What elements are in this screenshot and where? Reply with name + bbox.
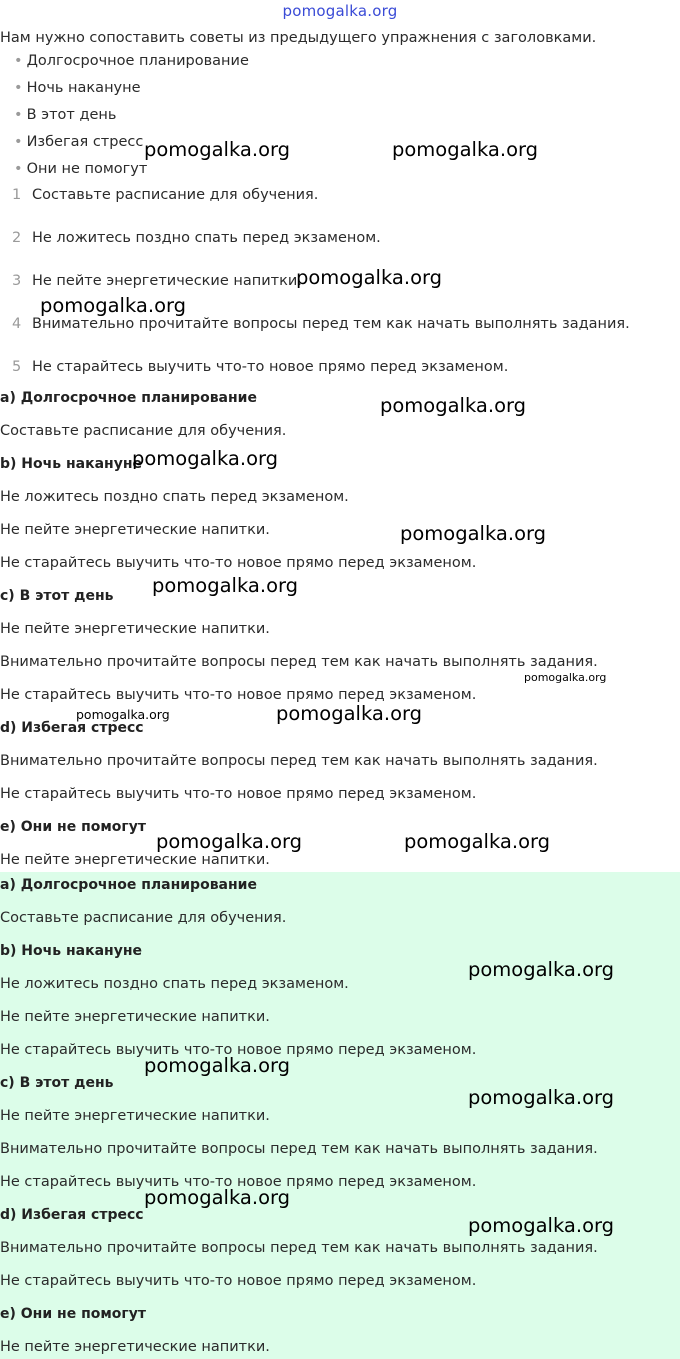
bullet-label: Долгосрочное планирование <box>26 53 249 69</box>
answer-heading-d: d) Избегая стресс <box>0 720 144 736</box>
answer-line: Не старайтесь выучить что-то новое прямо перед экзаменом. <box>0 555 477 571</box>
watermark: pomogalka.org <box>144 1054 291 1077</box>
bullet-dot-icon: • <box>14 80 23 96</box>
watermark: pomogalka.org <box>276 702 423 725</box>
watermark: pomogalka.org <box>144 1186 291 1209</box>
answer-line: Не пейте энергетические напитки. <box>0 621 270 637</box>
heading-bullet <box>14 107 116 123</box>
bullet-label: Избегая стресс <box>26 134 144 150</box>
answer-line: Не пейте энергетические напитки. <box>0 1009 270 1025</box>
tip-item <box>12 359 508 375</box>
watermark: pomogalka.org <box>132 447 279 470</box>
answer-heading-b: b) Ночь накануне <box>0 456 143 472</box>
tip-number: 2 <box>12 230 22 246</box>
tip-text: Составьте расписание для обучения. <box>32 187 319 203</box>
watermark: pomogalka.org <box>468 958 615 981</box>
answer-line: Составьте расписание для обучения. <box>0 423 287 439</box>
answer-line: Не ложитесь поздно спать перед экзаменом. <box>0 489 349 505</box>
answer-line: Не пейте энергетические напитки. <box>0 522 270 538</box>
answer-line: Составьте расписание для обучения. <box>0 910 287 926</box>
watermark: pomogalka.org <box>156 830 303 853</box>
watermark: pomogalka.org <box>404 830 551 853</box>
answer-line: Не ложитесь поздно спать перед экзаменом. <box>0 976 349 992</box>
answer-heading-b: b) Ночь накануне <box>0 943 143 959</box>
tip-number: 3 <box>12 273 22 289</box>
answer-line: Не пейте энергетические напитки. <box>0 852 270 868</box>
bullet-dot-icon: • <box>14 53 23 69</box>
bullet-dot-icon: • <box>14 134 23 150</box>
answer-line: Внимательно прочитайте вопросы перед тем как начать выполнять задания. <box>0 753 598 769</box>
answer-line: Внимательно прочитайте вопросы перед тем как начать выполнять задания. <box>0 654 598 670</box>
tip-text: Не старайтесь выучить что-то новое прямо перед экзаменом. <box>32 359 509 375</box>
bullet-label: Ночь накануне <box>26 80 141 96</box>
watermark: pomogalka.org <box>400 522 547 545</box>
tip-text: Не ложитесь поздно спать перед экзаменом. <box>32 230 381 246</box>
heading-bullet <box>14 80 141 96</box>
answer-line: Не старайтесь выучить что-то новое прямо перед экзаменом. <box>0 1174 477 1190</box>
answer-heading-e: e) Они не помогут <box>0 1306 146 1322</box>
answer-line: Не старайтесь выучить что-то новое прямо перед экзаменом. <box>0 687 477 703</box>
watermark: pomogalka.org <box>380 394 527 417</box>
tip-number: 5 <box>12 359 22 375</box>
tip-item <box>12 230 381 246</box>
watermark: pomogalka.org <box>144 138 291 161</box>
watermark: pomogalka.org <box>468 1214 615 1237</box>
answer-heading-e: e) Они не помогут <box>0 819 146 835</box>
heading-bullet <box>14 53 249 69</box>
tip-text: Не пейте энергетические напитки. <box>32 273 302 289</box>
tip-item <box>12 273 302 289</box>
answer-line: Не пейте энергетические напитки. <box>0 1108 270 1124</box>
watermark: pomogalka.org <box>468 1086 615 1109</box>
tip-number: 4 <box>12 316 22 332</box>
watermark: pomogalka.org <box>524 671 607 684</box>
site-logo[interactable]: pomogalka.org <box>282 2 398 20</box>
bullet-dot-icon: • <box>14 107 23 123</box>
answer-heading-c: c) В этот день <box>0 1075 114 1091</box>
watermark: pomogalka.org <box>40 294 187 317</box>
answer-heading-c: c) В этот день <box>0 588 114 604</box>
bullet-label: В этот день <box>26 107 117 123</box>
answer-line: Не старайтесь выучить что-то новое прямо перед экзаменом. <box>0 1273 477 1289</box>
heading-bullet <box>14 161 147 177</box>
tip-item <box>12 316 630 332</box>
watermark: pomogalka.org <box>76 707 170 722</box>
answer-heading-d: d) Избегая стресс <box>0 1207 144 1223</box>
tip-item <box>12 187 318 203</box>
bullet-label: Они не помогут <box>26 161 148 177</box>
answer-heading-a: a) Долгосрочное планирование <box>0 390 257 406</box>
answer-line: Внимательно прочитайте вопросы перед тем как начать выполнять задания. <box>0 1141 598 1157</box>
answer-line: Не старайтесь выучить что-то новое прямо перед экзаменом. <box>0 786 477 802</box>
tip-text: Внимательно прочитайте вопросы перед тем как начать выполнять задания. <box>32 316 630 332</box>
watermark: pomogalka.org <box>392 138 539 161</box>
intro-text: Нам нужно сопоставить советы из предыдущего упражнения с заголовками. <box>0 30 597 46</box>
answer-line: Не пейте энергетические напитки. <box>0 1339 270 1355</box>
watermark: pomogalka.org <box>152 574 299 597</box>
bullet-dot-icon: • <box>14 161 23 177</box>
answer-line: Внимательно прочитайте вопросы перед тем как начать выполнять задания. <box>0 1240 598 1256</box>
heading-bullet <box>14 134 143 150</box>
tip-number: 1 <box>12 187 22 203</box>
answer-line: Не старайтесь выучить что-то новое прямо перед экзаменом. <box>0 1042 477 1058</box>
watermark: pomogalka.org <box>296 266 443 289</box>
answer-heading-a: a) Долгосрочное планирование <box>0 877 257 893</box>
